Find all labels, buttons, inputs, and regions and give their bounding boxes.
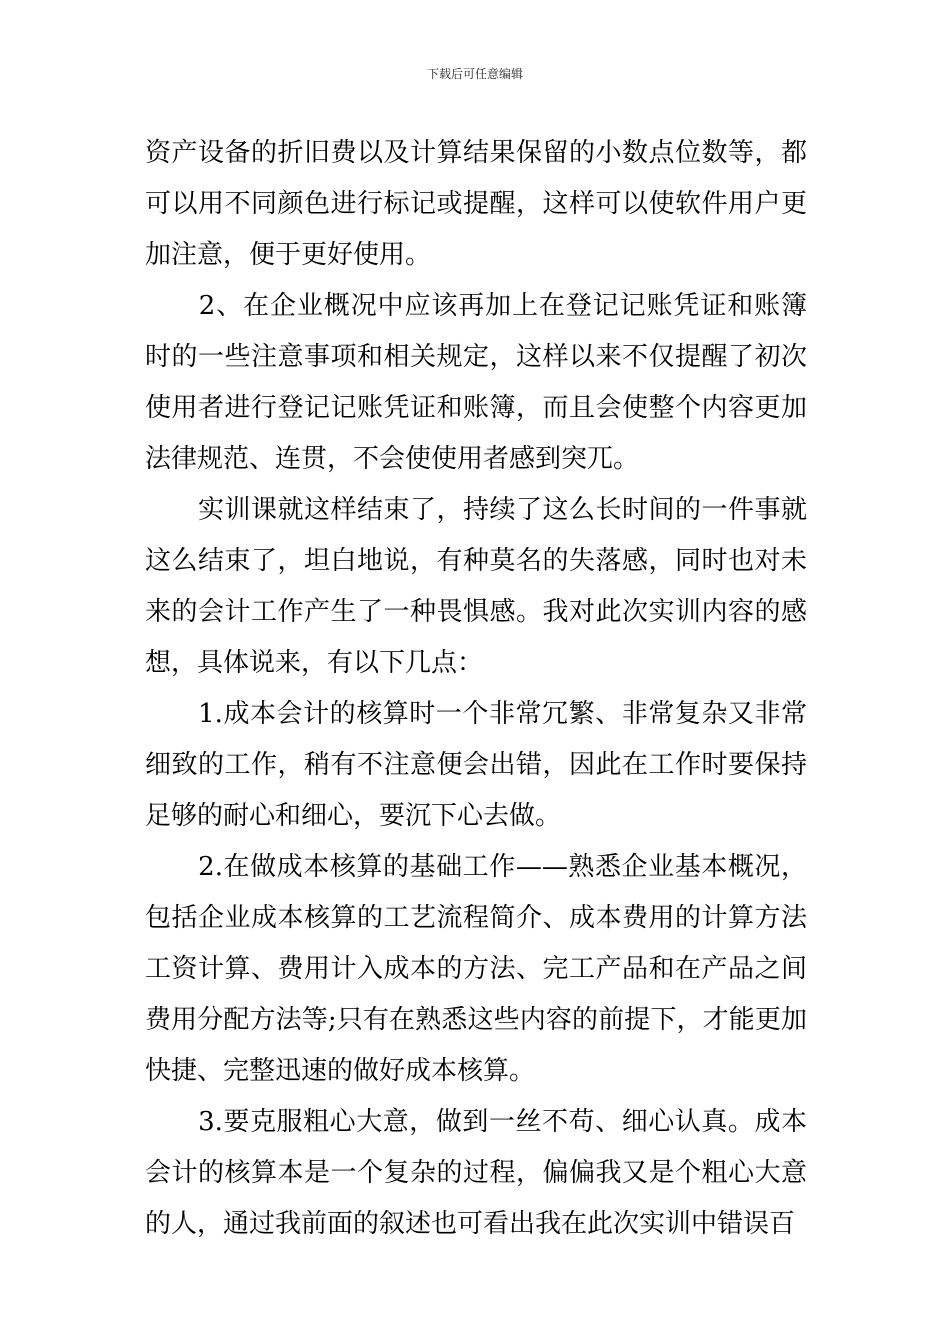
document-body	[145, 128, 807, 1250]
page-header: 下载后可任意编辑	[426, 67, 523, 81]
paragraph-1: 资产设备的折旧费以及计算结果保留的小数点位数等，都可以用不同颜色进行标记或提醒，这样可以使软件用户更加注意，便于更好使用。	[145, 138, 807, 270]
paragraph-2: 2、在企业概况中应该再加上在登记记账凭证和账簿时的一些注意事项和相关规定，这样以来不仅提醒了初次使用者进行登记记账凭证和账簿，而且会使整个内容更加法律规范、连贯，不会使使用者感到突兀。	[145, 291, 807, 474]
paragraph-4: 1.成本会计的核算时一个非常冗繁、非常复杂又非常细致的工作，稍有不注意便会出错，因此在工作时要保持足够的耐心和细心，要沉下心去做。	[145, 699, 807, 831]
paragraph-3: 实训课就这样结束了，持续了这么长时间的一件事就这么结束了，坦白地说，有种莫名的失落感，同时也对未来的会计工作产生了一种畏惧感。我对此次实训内容的感想，具体说来，有以下几点：	[145, 495, 807, 678]
paragraph-6: 3.要克服粗心大意，做到一丝不苟、细心认真。成本会计的核算本是一个复杂的过程，偏偏我又是个粗心大意的人，通过我前面的叙述也可看出我在此次实训中错误百	[145, 1107, 807, 1239]
paragraph-5: 2.在做成本核算的基础工作——熟悉企业基本概况，包括企业成本核算的工艺流程简介、成本费用的计算方法工资计算、费用计入成本的方法、完工产品和在产品之间费用分配方法等;只有在熟悉这些内容的前提下，才能更加快捷、完整迅速的做好成本核算。	[145, 852, 807, 1086]
